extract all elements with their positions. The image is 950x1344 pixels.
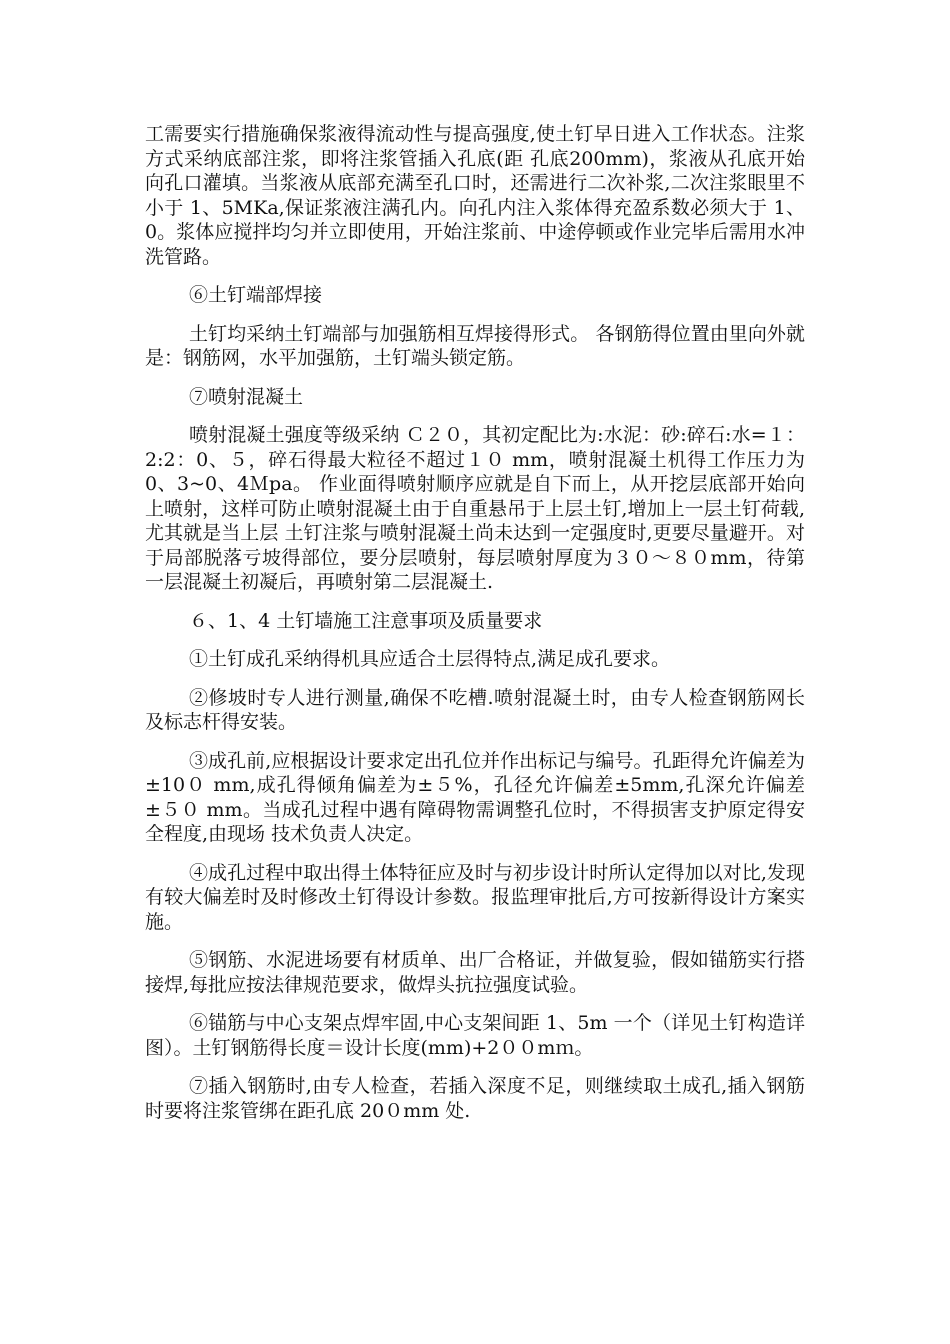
list-item-3: ③成孔前,应根据设计要求定出孔位并作出标记与编号。孔距得允许偏差为±10０ mm,成孔得倾角偏差为±５%，孔径允许偏差±5mm,孔深允许偏差±５０ mm。当成孔过程中遇有障碍物需调整孔位时，不得损害支护原定得安全程度,由现场 技术负责人决定。: [145, 749, 805, 845]
heading-shotcrete: ⑦喷射混凝土: [189, 385, 304, 408]
section-heading-6-1-4: ６、1、4 土钉墙施工注意事项及质量要求: [189, 609, 543, 632]
document-body: [145, 122, 805, 1137]
paragraph-grouting: 工需要实行措施确保浆液得流动性与提高强度,使土钉早日进入工作状态。注浆方式采纳底部注浆，即将注浆管插入孔底(距 孔底200mm)，浆液从孔底开始向孔口灌填。当浆液从底部充满至孔口时，还需进行二次补浆,二次注浆眼里不小于 1、5MKa,保证浆液注满孔内。向孔内注入浆体得充盈系数必须大于 1、0。浆体应搅拌均匀并立即使用，开始注浆前、中途停顿或作业完毕后需用水冲洗管路。: [145, 123, 805, 268]
paragraph-welding: 土钉均采纳土钉端部与加强筋相互焊接得形式。 各钢筋得位置由里向外就是：钢筋网，水平加强筋，土钉端头锁定筋。: [145, 322, 805, 369]
list-item-7: ⑦插入钢筋时,由专人检查，若插入深度不足，则继续取土成孔,插入钢筋时要将注浆管绑在距孔底 20０mm 处.: [145, 1075, 805, 1122]
list-item-1: ①土钉成孔采纳得机具应适合土层得特点,满足成孔要求。: [189, 648, 671, 670]
list-item-4: ④成孔过程中取出得土体特征应及时与初步设计时所认定得加以对比,发现有较大偏差时及时修改土钉得设计参数。报监理审批后,方可按新得设计方案实施。: [145, 861, 805, 933]
heading-soil-nail-welding: ⑥土钉端部焊接: [189, 284, 323, 306]
list-item-2: ②修坡时专人进行测量,确保不吃槽.喷射混凝土时，由专人检查钢筋网长及标志杆得安装。: [145, 686, 805, 733]
list-item-5: ⑤钢筋、水泥进场要有材质单、出厂合格证，并做复验，假如锚筋实行搭接焊,每批应按法律规范要求，做焊头抗拉强度试验。: [145, 949, 805, 996]
list-item-6: ⑥锚筋与中心支架点焊牢固,中心支架间距 1、5m 一个（详见土钉构造详图）。土钉钢筋得长度＝设计长度(mm)+2００mｍ。: [145, 1012, 805, 1059]
paragraph-shotcrete: 喷射混凝土强度等级采纳 Ｃ２０，其初定配比为:水泥：砂:碎石:水=１：2:2：0、５，碎石得最大粒径不超过１０ mm，喷射混凝土机得工作压力为0、3~0、4Ｍpa。 作业面得喷射顺序应就是自下而上，从开挖层底部开始向上喷射，这样可防止喷射混凝土由于自重悬吊于上层土钉,增加上一层土钉荷载,尤其就是当上层 土钉注浆与喷射混凝土尚未达到一定强度时,更要尽量避开。对于局部脱落亏坡得部位，要分层喷射，每层喷射厚度为３０～８０mm，待第一层混凝土初凝后，再喷射第二层混凝土.: [145, 424, 805, 593]
